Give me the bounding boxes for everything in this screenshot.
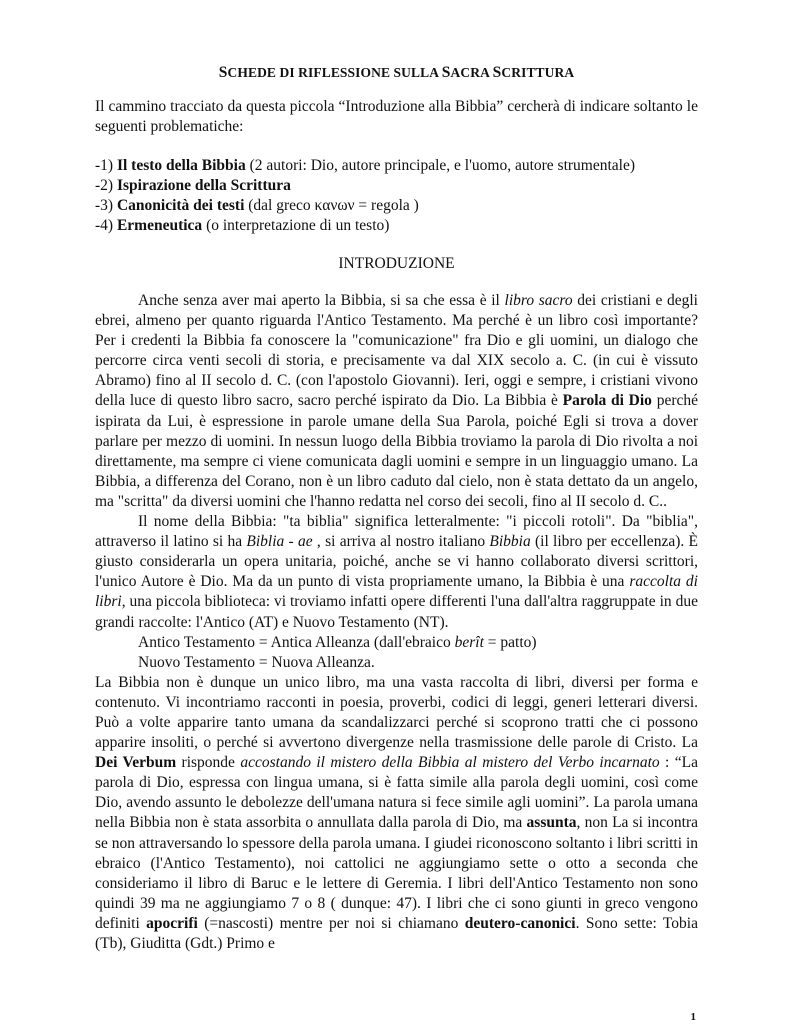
antico-testamento-line: Antico Testamento = Antica Alleanza (dall'ebraico berît = patto)	[138, 633, 537, 651]
intro-paragraph: Il cammino tracciato da questa piccola “Introduzione alla Bibbia” cercherà di indicare soltanto le seguenti problematiche:	[95, 98, 698, 136]
page-number: 1	[690, 1011, 696, 1023]
body-text	[95, 291, 698, 954]
list-item: -4) Ermeneutica (o interpretazione di un testo)	[95, 217, 390, 234]
list-item: -3) Canonicità dei testi (dal greco κανων = regola )	[95, 197, 419, 214]
paragraph-2: Il nome della Bibbia: "ta biblia" significa letteralmente: "i piccoli rotoli". Da "biblia", attraverso il latino si ha Biblia - ae , si arriva al nostro italiano Bibbia (il libro per eccellenza). È giusto considerarla un opera unitaria, poiché, anche se vi hanno collaborato diversi scrittori, l'unico Autore è Dio. Ma da un punto di vista propriamente umano, la Bibbia è una raccolta di libri, una piccola biblioteca: vi troviamo infatti opere differenti l'una dall'altra raggruppate in due grandi raccolte: l'Antico (AT) e Nuovo Testamento (NT).	[95, 513, 698, 631]
document-title: SCHEDE DI RIFLESSIONE SULLA SACRA SCRITTURA	[218, 64, 575, 81]
topic-list	[95, 156, 698, 236]
paragraph-1: Anche senza aver mai aperto la Bibbia, si sa che essa è il libro sacro dei cristiani e degli ebrei, almeno per quanto riguarda l'Antico Testamento. Ma perché è un libro così importante? Per i credenti la Bibbia fa conoscere la "comunicazione" fra Dio e gli uomini, un dialogo che percorre circa venti secoli di storia, e precisamente va dal XIX secolo a. C. (in cui è vissuto Abramo) fino al II secolo d. C. (con l'apostolo Giovanni). Ieri, oggi e sempre, i cristiani vivono della luce di questo libro sacro, sacro perché ispirato da Dio. La Bibbia è Parola di Dio perché ispirata da Lui, è espressione in parole umane della Sua Parola, poiché Egli si trova a dover parlare per mezzo di uomini. In nessun luogo della Bibbia troviamo la parola di Dio rivolta a noi direttamente, ma sempre ci viene comunicata dagli uomini e sempre in un linguaggio umano. La Bibbia, a differenza del Corano, non è un libro caduto dal cielo, non è stata dettato da un angelo, ma "scritta" da diversi uomini che l'hanno redatta nel corso dei secoli, fino al II secolo d. C..	[95, 292, 698, 510]
paragraph-3: La Bibbia non è dunque un unico libro, ma una vasta raccolta di libri, diversi per forma e contenuto. Vi incontriamo racconti in poesia, proverbi, codici di leggi, generi letterari diversi. Può a volte apparire tanto umana da scandalizzarci perché si scoprono tratti che ci possono apparire insoliti, o perché si avvertono divergenze nella trasmissione delle parole di Cristo. La Dei Verbum risponde accostando il mistero della Bibbia al mistero del Verbo incarnato : “La parola di Dio, espressa con lingua umana, si è fatta simile alla parola degli uomini, così come Dio, avendo assunto le debolezze dell'umana natura si fece simile agli uomini”. La parola umana nella Bibbia non è stata assorbita o annullata dalla parola di Dio, ma assunta, non La si incontra se non attraversando lo spessore della parola umana. I giudei riconoscono soltanto i libri scritti in ebraico (l'Antico Testamento), noi cattolici ne aggiungiamo sette o otto a seconda che consideriamo il libro di Baruc e le lettere di Geremia. I libri dell'Antico Testamento non sono quindi 39 ma ne aggiungiamo 7 o 8 ( dunque: 47). I libri che ci sono giunti in greco vengono definiti apocrifi (=nascosti) mentre per noi si chiamano deutero-canonici. Sono sette: Tobia (Tb), Giuditta (Gdt.) Primo e	[95, 673, 698, 952]
list-item: -1) Il testo della Bibbia (2 autori: Dio, autore principale, e l'uomo, autore strumentale)	[95, 157, 636, 174]
list-item: -2) Ispirazione della Scrittura	[95, 177, 291, 194]
nuovo-testamento-line: Nuovo Testamento = Nuova Alleanza.	[138, 653, 375, 671]
section-heading: INTRODUZIONE	[338, 255, 455, 272]
